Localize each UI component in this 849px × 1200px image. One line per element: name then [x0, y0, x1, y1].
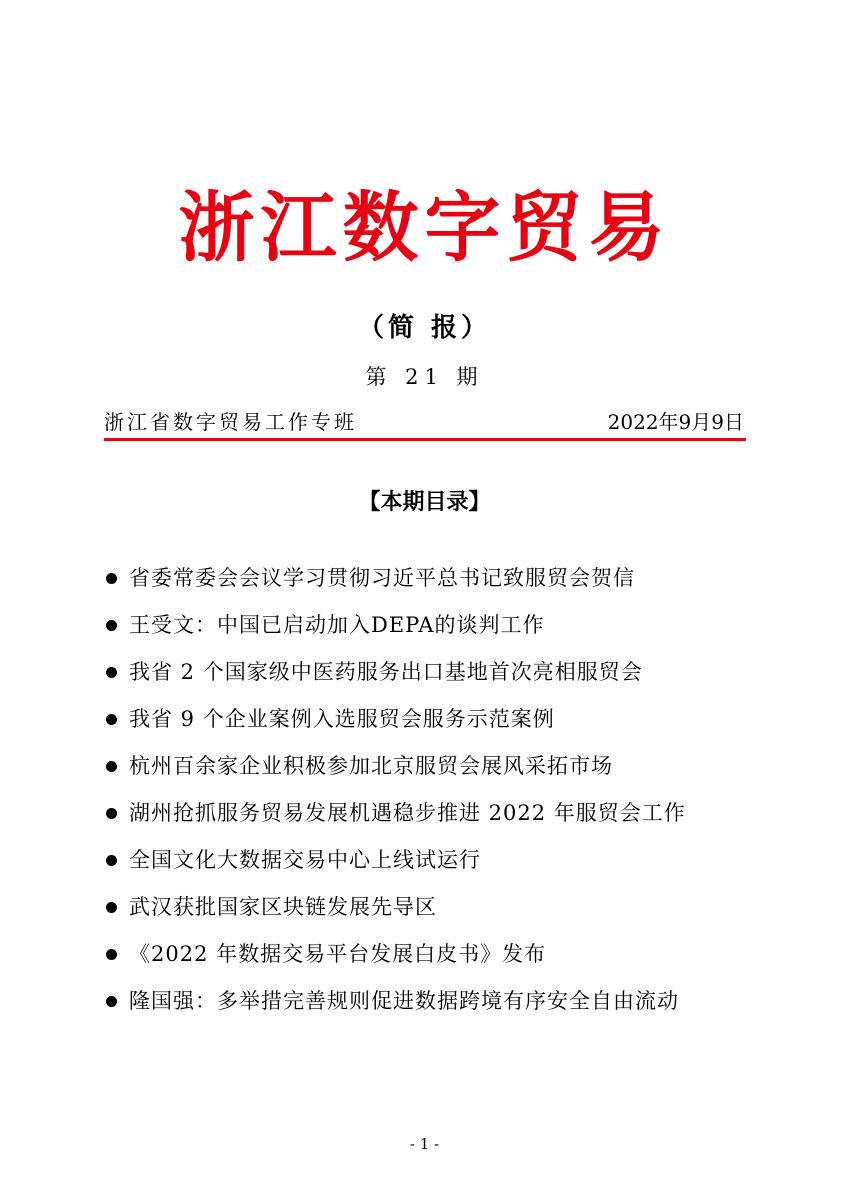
issuer-name: 浙江省数字贸易工作专班: [104, 410, 357, 434]
bullet-icon: [106, 996, 117, 1007]
bullet-icon: [106, 573, 117, 584]
bullet-icon: [106, 855, 117, 866]
toc-item-text: 全国文化大数据交易中心上线试运行: [129, 848, 481, 872]
toc-item-text: 我省 2 个国家级中医药服务出口基地首次亮相服贸会: [129, 660, 643, 684]
bullet-icon: [106, 902, 117, 913]
bullet-icon: [106, 808, 117, 819]
bullet-icon: [106, 949, 117, 960]
bullet-icon: [106, 714, 117, 725]
toc-title: 【本期目录】: [358, 490, 491, 515]
bullet-icon: [106, 620, 117, 631]
table-of-contents: [104, 558, 686, 1028]
page-number: - 1 -: [409, 1135, 440, 1153]
toc-item[interactable]: [104, 699, 686, 746]
toc-item[interactable]: [104, 746, 686, 793]
issuer-line: [104, 406, 746, 438]
toc-item[interactable]: [104, 887, 686, 934]
toc-item[interactable]: [104, 934, 686, 981]
issue-number: 第 21 期: [365, 365, 484, 389]
masthead-title: 浙江数字贸易: [178, 183, 671, 272]
toc-item[interactable]: [104, 605, 686, 652]
toc-item[interactable]: [104, 652, 686, 699]
toc-item-text: 省委常委会会议学习贯彻习近平总书记致服贸会贺信: [129, 566, 635, 590]
toc-item-text: 杭州百余家企业积极参加北京服贸会展风采拓市场: [129, 754, 613, 778]
toc-item[interactable]: [104, 840, 686, 887]
toc-item-text: 湖州抢抓服务贸易发展机遇稳步推进 2022 年服贸会工作: [129, 801, 686, 825]
bullet-icon: [106, 667, 117, 678]
toc-item-text: 我省 9 个企业案例入选服贸会服务示范案例: [129, 707, 555, 731]
toc-item[interactable]: [104, 981, 686, 1028]
toc-item-text: 武汉获批国家区块链发展先导区: [129, 895, 437, 919]
bulletin-subtitle: （简 报）: [357, 313, 492, 343]
toc-item[interactable]: [104, 793, 686, 840]
toc-item-text: 《2022 年数据交易平台发展白皮书》发布: [129, 942, 547, 966]
bullet-icon: [106, 761, 117, 772]
toc-item[interactable]: [104, 558, 686, 605]
toc-item-text: 王受文：中国已启动加入DEPA的谈判工作: [129, 613, 545, 637]
issue-date: 2022年9月9日: [607, 410, 744, 434]
toc-item-text: 隆国强：多举措完善规则促进数据跨境有序安全自由流动: [129, 989, 679, 1013]
red-divider: [104, 438, 746, 441]
